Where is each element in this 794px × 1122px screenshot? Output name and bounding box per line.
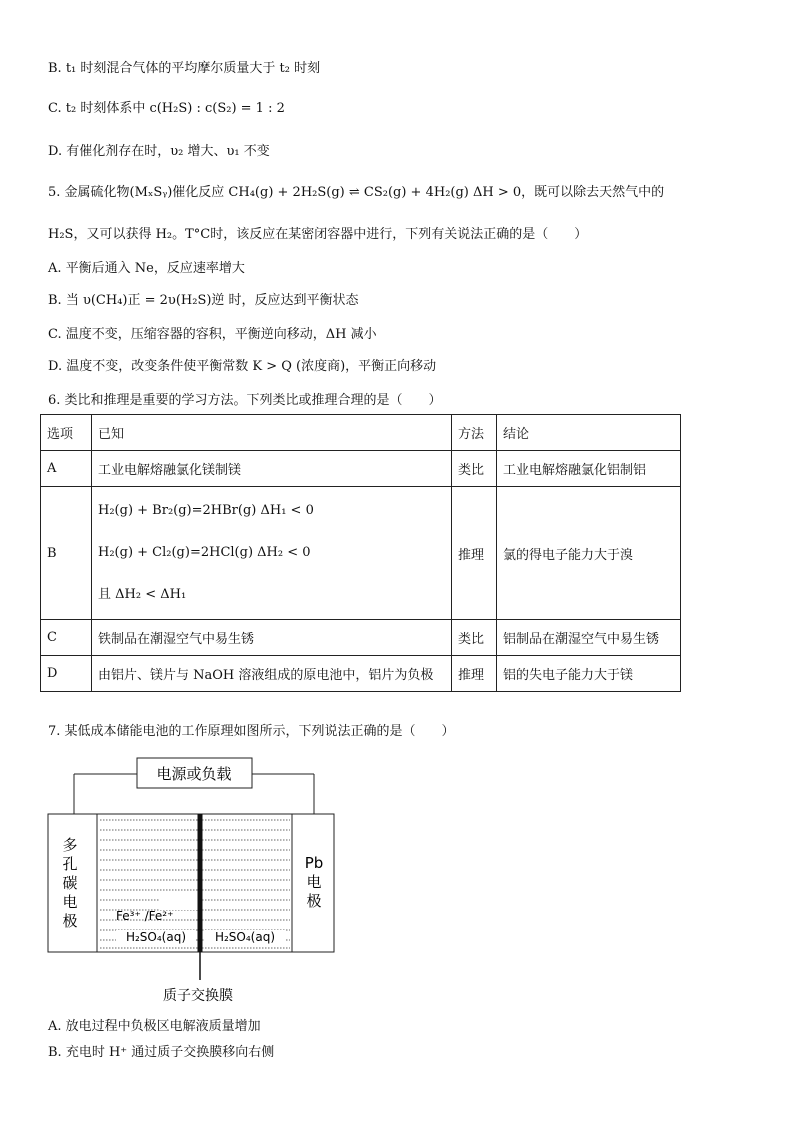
table-row-b xyxy=(41,487,681,620)
cell-known: 铁制品在潮湿空气中易生锈 xyxy=(92,620,452,656)
q5-stem-line2: H₂S，又可以获得 H₂。T°C时，该反应在某密闭容器中进行，下列有关说法正确的是（ ） xyxy=(48,227,588,242)
right-solution-label: H₂SO₄(aq) xyxy=(214,930,276,944)
cell-opt: B xyxy=(41,487,92,620)
cell-method: 推理 xyxy=(452,487,497,620)
cell-opt: D xyxy=(41,656,92,692)
q5-option-d: D. 温度不变，改变条件使平衡常数 K > Q (浓度商)，平衡正向移动 xyxy=(48,359,437,374)
q7-option-b: B. 充电时 H⁺ 通过质子交换膜移向右侧 xyxy=(48,1045,275,1060)
cell-conclusion: 氯的得电子能力大于溴 xyxy=(497,487,681,620)
cell-opt: A xyxy=(41,451,92,487)
left-solution-label: H₂SO₄(aq) xyxy=(125,930,187,944)
known-line-2: H₂(g) + Cl₂(g)=2HCl(g) ΔH₂ < 0 xyxy=(98,545,311,560)
cell-conclusion: 工业电解熔融氯化铝制铝 xyxy=(497,451,681,487)
table-header-row xyxy=(41,415,681,451)
q7-option-a: A. 放电过程中负极区电解液质量增加 xyxy=(48,1019,261,1034)
left-electrode-char-5: 极 xyxy=(62,912,78,930)
q6-stem: 6. 类比和推理是重要的学习方法。下列类比或推理合理的是（ ） xyxy=(48,393,442,408)
q5-option-c: C. 温度不变，压缩容器的容积，平衡逆向移动，ΔH 减小 xyxy=(48,327,377,342)
left-electrode-char-4: 电 xyxy=(62,893,78,911)
cell-known: 由铝片、镁片与 NaOH 溶液组成的原电池中，铝片为负极 xyxy=(92,656,452,692)
q5-option-b: B. 当 υ(CH₄)正 = 2υ(H₂S)逆 时，反应达到平衡状态 xyxy=(48,293,359,308)
q6-options-table xyxy=(40,414,681,692)
table-row-a xyxy=(41,451,681,487)
right-electrode-line-1: Pb xyxy=(304,854,324,872)
q4-option-b: B. t₁ 时刻混合气体的平均摩尔质量大于 t₂ 时刻 xyxy=(48,61,321,76)
q4-option-c: C. t₂ 时刻体系中 c(H₂S) : c(S₂) = 1 : 2 xyxy=(48,101,285,116)
cell-method: 类比 xyxy=(452,451,497,487)
cell-conclusion: 铝的失电子能力大于镁 xyxy=(497,656,681,692)
cell-conclusion: 铝制品在潮湿空气中易生锈 xyxy=(497,620,681,656)
known-line-3: 且 ΔH₂ < ΔH₁ xyxy=(98,587,187,602)
ion-label: Fe³⁺ /Fe²⁺ xyxy=(116,909,174,923)
membrane-label: 质子交换膜 xyxy=(163,988,233,1004)
q5-stem-line1: 5. 金属硫化物(MₓSᵧ)催化反应 CH₄(g) + 2H₂S(g) ⇌ CS₂(g) + 4H₂(g) ΔH > 0，既可以除去天然气中的 xyxy=(48,185,665,200)
cell-known xyxy=(92,487,452,620)
cell-known: 工业电解熔融氯化镁制镁 xyxy=(92,451,452,487)
left-electrode-char-3: 碳 xyxy=(62,874,78,892)
header-conclusion: 结论 xyxy=(497,415,681,451)
q7-stem: 7. 某低成本储能电池的工作原理如图所示，下列说法正确的是（ ） xyxy=(48,724,455,739)
cell-method: 推理 xyxy=(452,656,497,692)
left-electrode-char-2: 孔 xyxy=(62,855,78,873)
q4-option-d: D. 有催化剂存在时，υ₂ 增大、υ₁ 不变 xyxy=(48,144,270,159)
header-option: 选项 xyxy=(41,415,92,451)
left-electrode-char-1: 多 xyxy=(62,836,78,854)
battery-diagram xyxy=(40,752,360,1012)
right-electrode-line-2: 电 xyxy=(306,873,322,891)
header-known: 已知 xyxy=(92,415,452,451)
cell-opt: C xyxy=(41,620,92,656)
right-electrode-line-3: 极 xyxy=(306,892,322,910)
cell-method: 类比 xyxy=(452,620,497,656)
known-line-1: H₂(g) + Br₂(g)=2HBr(g) ΔH₁ < 0 xyxy=(98,503,314,518)
q5-option-a: A. 平衡后通入 Ne，反应速率增大 xyxy=(48,261,245,276)
table-row-d xyxy=(41,656,681,692)
table-row-c xyxy=(41,620,681,656)
power-load-label: 电源或负载 xyxy=(156,765,232,783)
header-method: 方法 xyxy=(452,415,497,451)
